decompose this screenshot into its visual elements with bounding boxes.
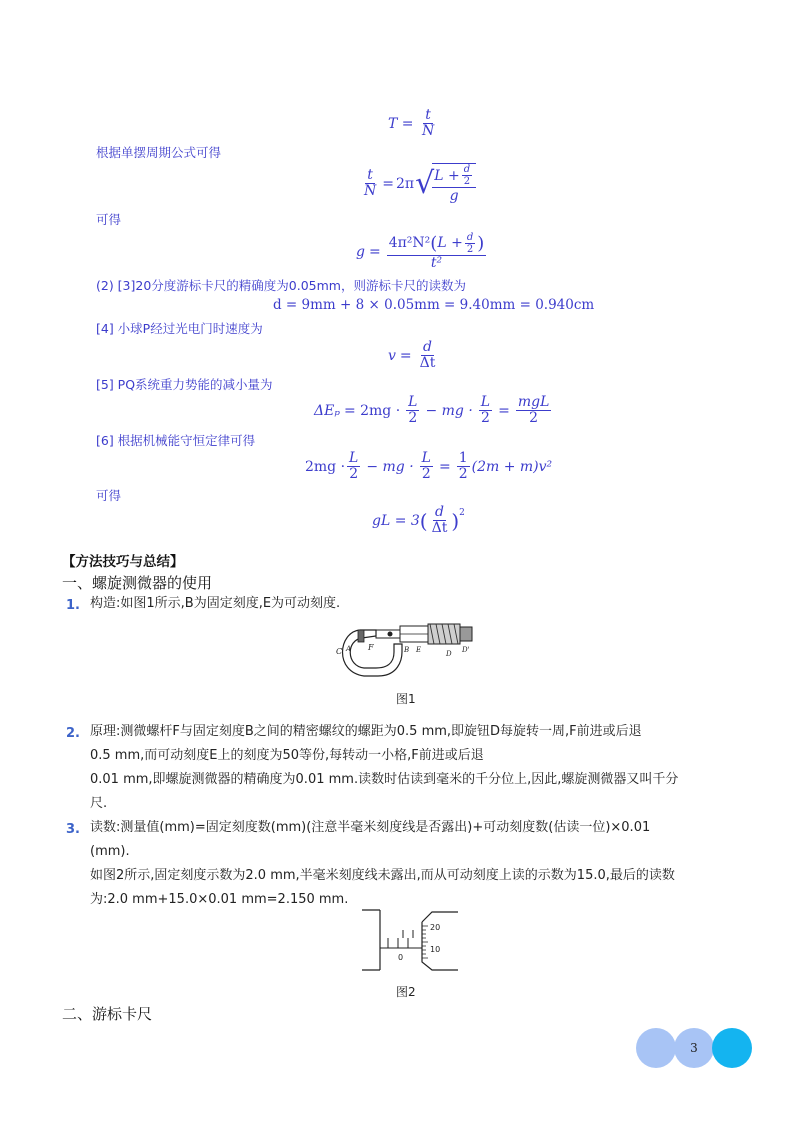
item-construction: 构造:如图1所示,B为固定刻度,E为可动刻度. — [90, 596, 341, 611]
micrometer-reading-figure — [360, 908, 460, 972]
figure2-caption: 图2 — [396, 985, 416, 999]
equation-g: g = 4π²N² ( L + $\frac{d}{2}$ ) t² — [356, 232, 485, 271]
micrometer-figure — [330, 620, 480, 682]
equation-velocity: v = $\frac{d}{\Delta t}$ — [388, 339, 436, 372]
equation-potential-energy: ΔEₚ = 2mg · $\frac{L}{2}$ − mg · $\frac{L}{2}$ = $\frac{\text{mgL}}{2}$ — [314, 394, 550, 427]
label-E: E — [416, 646, 422, 654]
scale-label-10: 10 — [430, 945, 441, 954]
section-micrometer: 一、螺旋测微器的使用 — [62, 574, 213, 592]
scale-label-0: 0 — [398, 953, 404, 962]
item-number-2: 2. — [66, 726, 80, 741]
note-then: 可得 — [96, 212, 122, 227]
page-circle-bright — [712, 1028, 752, 1068]
item-number-3: 3. — [66, 822, 80, 837]
label-D-prime: D' — [462, 646, 470, 654]
equation-vernier: d = 9mm + 8 × 0.05mm = 9.40mm = 0.940cm — [273, 297, 595, 313]
item-number-1: 1. — [66, 598, 80, 613]
note-pendulum-formula: 根据单摆周期公式可得 — [96, 145, 222, 160]
item-reading: 读数:测量值(mm)=固定刻度数(mm)(注意半毫米刻度线是否露出)+可动刻度数(估读一位)×0.01 (mm). 如图2所示,固定刻度示数为2.0 mm,半毫米刻度线未露出,而从可动刻度上读的示数为15.0,最后的读数 为:2.0 mm+15.0×0.01 mm=2.150 mm. — [90, 820, 675, 907]
note-velocity: [4] 小球P经过光电门时速度为 — [96, 321, 263, 336]
label-F: F — [368, 643, 374, 652]
page-number-badge — [674, 1028, 714, 1068]
equation-final: gL = 3 ( $\frac{d}{\Delta t}$ ) $^2$ — [372, 504, 465, 537]
equation-energy-conservation: 2mg · $\frac{L}{2}$ − mg · $\frac{L}{2}$ = $\frac{1}{2}$ (2m + m)v² — [305, 450, 553, 483]
label-B: B — [404, 646, 410, 654]
sqrt-icon: √ — [415, 165, 435, 201]
page-number: 3 — [690, 1041, 698, 1055]
note-therefore: 可得 — [96, 488, 122, 503]
item-principle: 原理:测微螺杆F与固定刻度B之间的精密螺纹的螺距为0.5 mm,即旋钮D每旋转一周,F前进或后退 0.5 mm,而可动刻度E上的刻度为50等份,每转动一小格,F前进或后退 0.01 mm,即螺旋测微器的精确度为0.01 mm.读数时估读到毫米的千分位上,因此,螺旋测微器又叫千分 尺. — [90, 724, 679, 811]
note-vernier-reading: (2) [3]20分度游标卡尺的精确度为0.05mm，则游标卡尺的读数为 — [96, 278, 466, 293]
scale-label-20: 20 — [430, 923, 441, 932]
note-potential-energy: [5] PQ系统重力势能的减小量为 — [96, 377, 273, 392]
label-D: D — [446, 650, 452, 658]
equation-pendulum: $\frac{t}{N}$ = 2π √ L + $\frac{d}{2}$ g — [360, 163, 476, 204]
label-C: C — [336, 647, 343, 656]
page-circle-light — [636, 1028, 676, 1068]
section-vernier: 二、游标卡尺 — [62, 1005, 153, 1023]
label-A: A — [346, 645, 352, 653]
equation-period: T = $\frac{t}{N}$ — [388, 107, 435, 140]
note-energy-conservation: [6] 根据机械能守恒定律可得 — [96, 433, 256, 448]
method-title: 【方法技巧与总结】 — [62, 554, 184, 570]
figure1-caption: 图1 — [396, 692, 416, 706]
